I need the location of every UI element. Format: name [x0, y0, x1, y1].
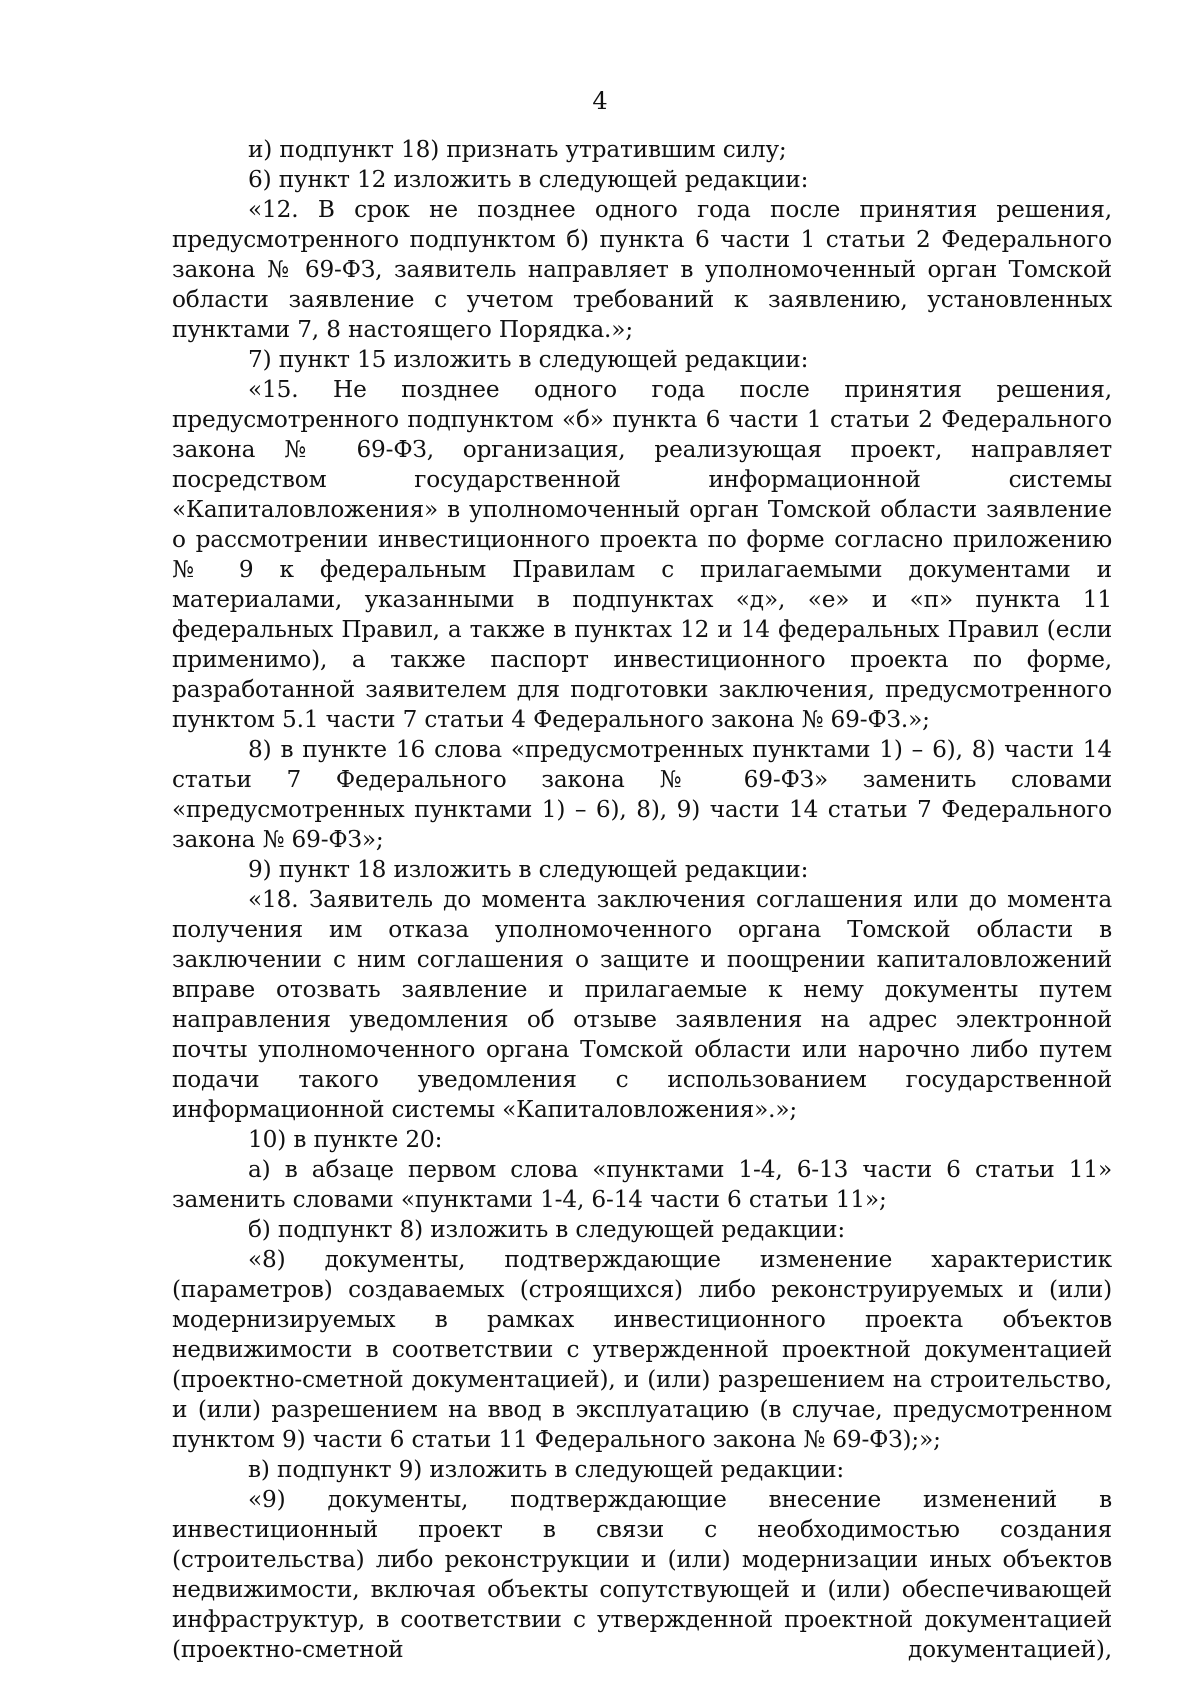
paragraph: «15. Не позднее одного года после принятия решения, предусмотренного подпунктом «б» пункта 6 части 1 статьи 2 Федерального закона № 69-ФЗ, организация, реализующая проект, направляет посредством государственной информационной системы «Капиталовложения» в уполномоченный орган Томской области заявление о рассмотрении инвестиционного проекта по форме согласно приложению № 9 к федеральным Правилам с прилагаемыми документами и материалами, указанными в подпунктах «д», «е» и «п» пункта 11 федеральных Правил, а также в пунктах 12 и 14 федеральных Правил (если применимо), а также паспорт инвестиционного проекта по форме, разработанной заявителем для подготовки заключения, предусмотренного пунктом 5.1 части 7 статьи 4 Федерального закона № 69-ФЗ.»; [172, 376, 1112, 733]
paragraph: а) в абзаце первом слова «пунктами 1-4, 6-13 части 6 статьи 11» заменить словами «пунктами 1-4, 6-14 части 6 статьи 11»; [172, 1156, 1112, 1213]
paragraph: «9) документы, подтверждающие внесение изменений в инвестиционный проект в связи с необходимостью создания (строительства) либо реконструкции и (или) модернизации иных объектов недвижимости, включая объекты сопутствующей и (или) обеспечивающей инфраструктур, в соответствии с утвержденной проектной документацией (проектно-сметной документацией), [172, 1486, 1112, 1663]
paragraph: «18. Заявитель до момента заключения соглашения или до момента получения им отказа уполномоченного органа Томской области в заключении с ним соглашения о защите и поощрении капиталовложений вправе отозвать заявление и прилагаемые к нему документы путем направления уведомления об отзыве заявления на адрес электронной почты уполномоченного органа Томской области или нарочно либо путем подачи такого уведомления с использованием государственной информационной системы «Капиталовложения».»; [172, 886, 1112, 1123]
page-number: 4 [592, 87, 608, 115]
paragraph: 8) в пункте 16 слова «предусмотренных пунктами 1) – 6), 8) части 14 статьи 7 Федерального закона № 69-ФЗ» заменить словами «предусмотренных пунктами 1) – 6), 8), 9) части 14 статьи 7 Федерального закона № 69-ФЗ»; [172, 736, 1112, 853]
document-body [172, 135, 1112, 1665]
paragraph: 6) пункт 12 изложить в следующей редакции: [248, 166, 809, 193]
paragraph: б) подпункт 8) изложить в следующей редакции: [248, 1216, 845, 1243]
paragraph: «12. В срок не позднее одного года после принятия решения, предусмотренного подпунктом б) пункта 6 части 1 статьи 2 Федерального закона № 69-ФЗ, заявитель направляет в уполномоченный орган Томской области заявление с учетом требований к заявлению, установленных пунктами 7, 8 настоящего Порядка.»; [172, 196, 1112, 343]
paragraph: «8) документы, подтверждающие изменение характеристик (параметров) создаваемых (строящихся) либо реконструируемых и (или) модернизируемых в рамках инвестиционного проекта объектов недвижимости в соответствии с утвержденной проектной документацией (проектно-сметной документацией), и (или) разрешением на строительство, и (или) разрешением на ввод в эксплуатацию (в случае, предусмотренном пунктом 9) части 6 статьи 11 Федерального закона № 69-ФЗ);»; [172, 1246, 1112, 1453]
paragraph: 7) пункт 15 изложить в следующей редакции: [248, 346, 809, 373]
paragraph: и) подпункт 18) признать утратившим силу; [248, 136, 787, 163]
paragraph: в) подпункт 9) изложить в следующей редакции: [248, 1456, 845, 1483]
paragraph: 10) в пункте 20: [248, 1126, 443, 1153]
paragraph: 9) пункт 18 изложить в следующей редакции: [248, 856, 809, 883]
